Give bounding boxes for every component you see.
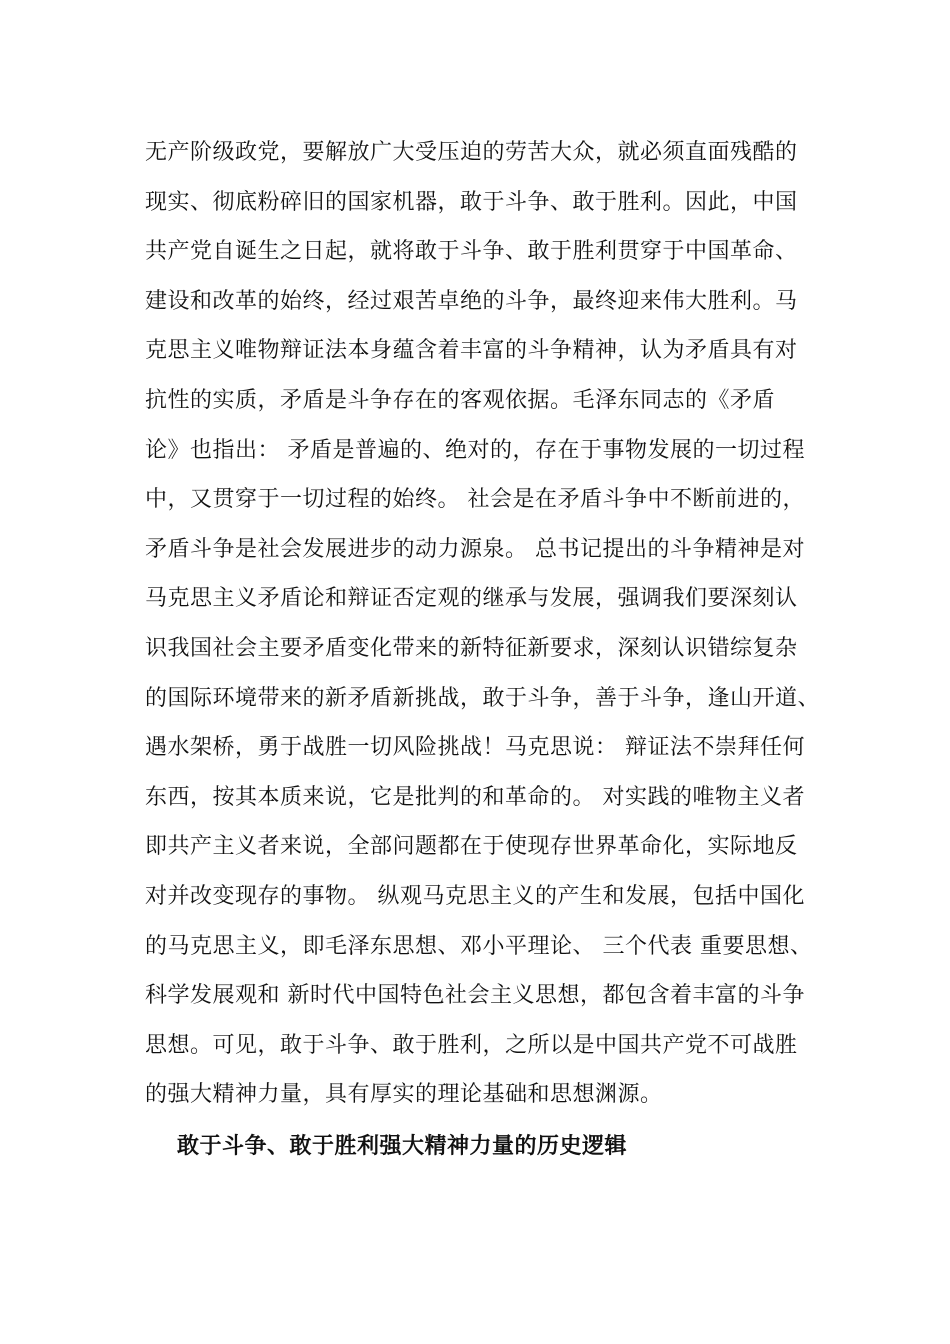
section-heading: 敢于斗争、敢于胜利强大精神力量的历史逻辑	[177, 1133, 628, 1159]
paragraph-line: 对并改变现存的事物。 纵观马克思主义的产生和发展，包括中国化	[145, 883, 805, 909]
paragraph-line: 的国际环境带来的新矛盾新挑战，敢于斗争，善于斗争，逢山开道、	[145, 685, 821, 711]
paragraph-line: 现实、彻底粉碎旧的国家机器，敢于斗争、敢于胜利。因此，中国	[145, 189, 798, 215]
paragraph-line: 论》也指出： 矛盾是普遍的、绝对的，存在于事物发展的一切过程	[145, 437, 805, 463]
paragraph-line: 东西，按其本质来说，它是批判的和革命的。 对实践的唯物主义者	[145, 784, 805, 810]
paragraph-line: 共产党自诞生之日起，就将敢于斗争、敢于胜利贯穿于中国革命、	[145, 239, 798, 265]
paragraph-line: 遇水架桥，勇于战胜一切风险挑战！马克思说： 辩证法不崇拜任何	[145, 735, 805, 761]
paragraph-line: 科学发展观和 新时代中国特色社会主义思想，都包含着丰富的斗争	[145, 983, 805, 1009]
body-paragraph	[145, 132, 835, 1124]
paragraph-line: 即共产主义者来说，全部问题都在于使现存世界革命化，实际地反	[145, 834, 798, 860]
paragraph-line: 的马克思主义，即毛泽东思想、邓小平理论、 三个代表 重要思想、	[145, 933, 813, 959]
paragraph-line: 识我国社会主要矛盾变化带来的新特征新要求，深刻认识错综复杂	[145, 635, 798, 661]
paragraph-line: 中，又贯穿于一切过程的始终。 社会是在矛盾斗争中不断前进的，	[145, 487, 805, 513]
paragraph-line: 克思主义唯物辩证法本身蕴含着丰富的斗争精神，认为矛盾具有对	[145, 338, 798, 364]
paragraph-line: 抗性的实质，矛盾是斗争存在的客观依据。毛泽东同志的《矛盾	[145, 387, 776, 413]
paragraph-line: 无产阶级政党，要解放广大受压迫的劳苦大众，就必须直面残酷的	[145, 140, 798, 165]
paragraph-line: 建设和改革的始终，经过艰苦卓绝的斗争，最终迎来伟大胜利。马	[145, 288, 798, 314]
paragraph-line: 思想。可见，敢于斗争、敢于胜利，之所以是中国共产党不可战胜	[145, 1032, 798, 1058]
paragraph-line: 的强大精神力量，具有厚实的理论基础和思想渊源。	[145, 1082, 663, 1108]
paragraph-line: 矛盾斗争是社会发展进步的动力源泉。 总书记提出的斗争精神是对	[145, 536, 805, 562]
paragraph-line: 马克思主义矛盾论和辩证否定观的继承与发展，强调我们要深刻认	[145, 586, 798, 612]
